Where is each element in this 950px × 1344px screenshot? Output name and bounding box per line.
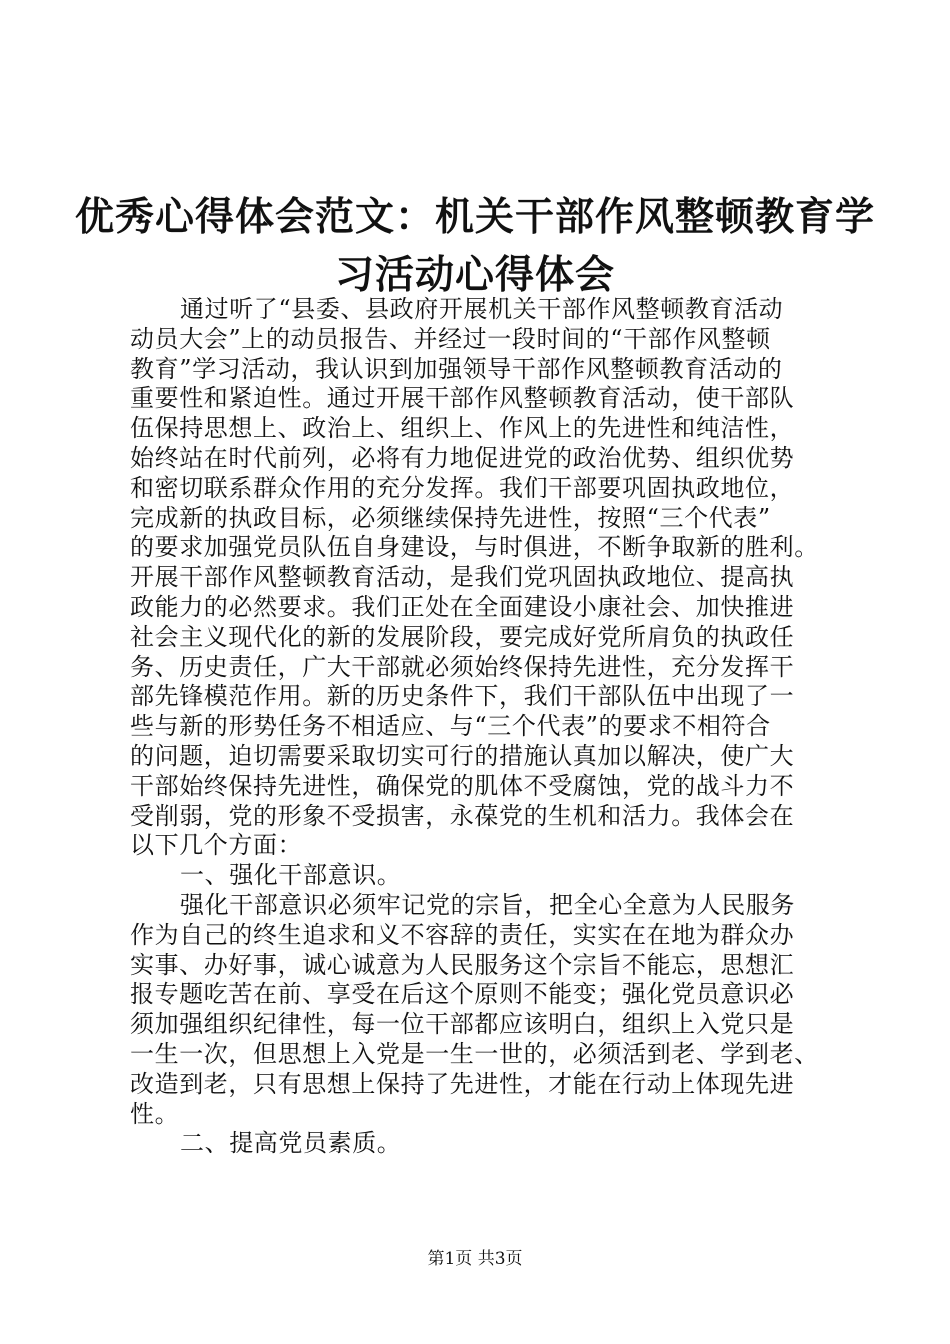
body-line: 伍保持思想上、政治上、组织上、作风上的先进性和纯洁性， — [130, 414, 795, 443]
document-title-line-1: 优秀心得体会范文：机关干部作风整顿教育学 — [74, 194, 875, 240]
body-line: 干部始终保持先进性，确保党的肌体不受腐蚀，党的战斗力不 — [130, 771, 795, 800]
body-line: 一生一次，但思想上入党是一生一世的，必须活到老、学到老、 — [130, 1039, 819, 1068]
page-footer: 第1页 共3页 — [427, 1249, 523, 1269]
body-line: 始终站在时代前列，必将有力地促进党的政治优势、组织优势 — [130, 443, 795, 472]
body-line: 受削弱，党的形象不受损害，永葆党的生机和活力。我体会在 — [130, 801, 795, 830]
body-line: 以下几个方面： — [130, 831, 303, 860]
body-line: 开展干部作风整顿教育活动，是我们党巩固执政地位、提高执 — [130, 563, 795, 592]
body-line: 的问题，迫切需要采取切实可行的措施认真加以解决，使广大 — [130, 741, 795, 770]
body-line: 性。 — [130, 1099, 180, 1128]
body-line: 改造到老，只有思想上保持了先进性，才能在行动上体现先进 — [130, 1069, 795, 1098]
body-line: 实事、办好事，诚心诚意为人民服务这个宗旨不能忘，思想汇 — [130, 950, 795, 979]
body-line: 强化干部意识必须牢记党的宗旨，把全心全意为人民服务 — [180, 890, 795, 919]
body-line: 重要性和紧迫性。通过开展干部作风整顿教育活动，使干部队 — [130, 384, 795, 413]
body-line: 政能力的必然要求。我们正处在全面建设小康社会、加快推进 — [130, 592, 795, 621]
section-heading: 一、强化干部意识。 — [180, 861, 402, 890]
body-line: 报专题吃苦在前、享受在后这个原则不能变；强化党员意识必 — [130, 980, 795, 1009]
body-line: 的要求加强党员队伍自身建设，与时俱进，不断争取新的胜利。 — [130, 533, 819, 562]
body-line: 通过听了“县委、县政府开展机关干部作风整顿教育活动 — [180, 295, 784, 323]
document-title-line-2: 习活动心得体会 — [334, 252, 615, 298]
section-heading: 二、提高党员素质。 — [180, 1129, 402, 1158]
body-line: 部先锋模范作用。新的历史条件下，我们干部队伍中出现了一 — [130, 682, 795, 711]
body-line: 动员大会”上的动员报告、并经过一段时间的“干部作风整顿 — [130, 324, 771, 353]
body-line: 教育”学习活动，我认识到加强领导干部作风整顿教育活动的 — [130, 354, 783, 383]
body-line: 和密切联系群众作用的充分发挥。我们干部要巩固执政地位， — [130, 473, 795, 502]
document-body — [130, 295, 850, 1159]
body-line: 作为自己的终生追求和义不容辞的责任，实实在在地为群众办 — [130, 920, 795, 949]
body-line: 须加强组织纪律性，每一位干部都应该明白，组织上入党只是 — [130, 1010, 795, 1039]
body-line: 些与新的形势任务不相适应、与“三个代表”的要求不相符合 — [130, 712, 771, 741]
body-line: 务、历史责任，广大干部就必须始终保持先进性，充分发挥干 — [130, 652, 795, 681]
body-line: 社会主义现代化的新的发展阶段，要完成好党所肩负的执政任 — [130, 622, 795, 651]
body-line: 完成新的执政目标，必须继续保持先进性，按照“三个代表” — [130, 503, 771, 532]
